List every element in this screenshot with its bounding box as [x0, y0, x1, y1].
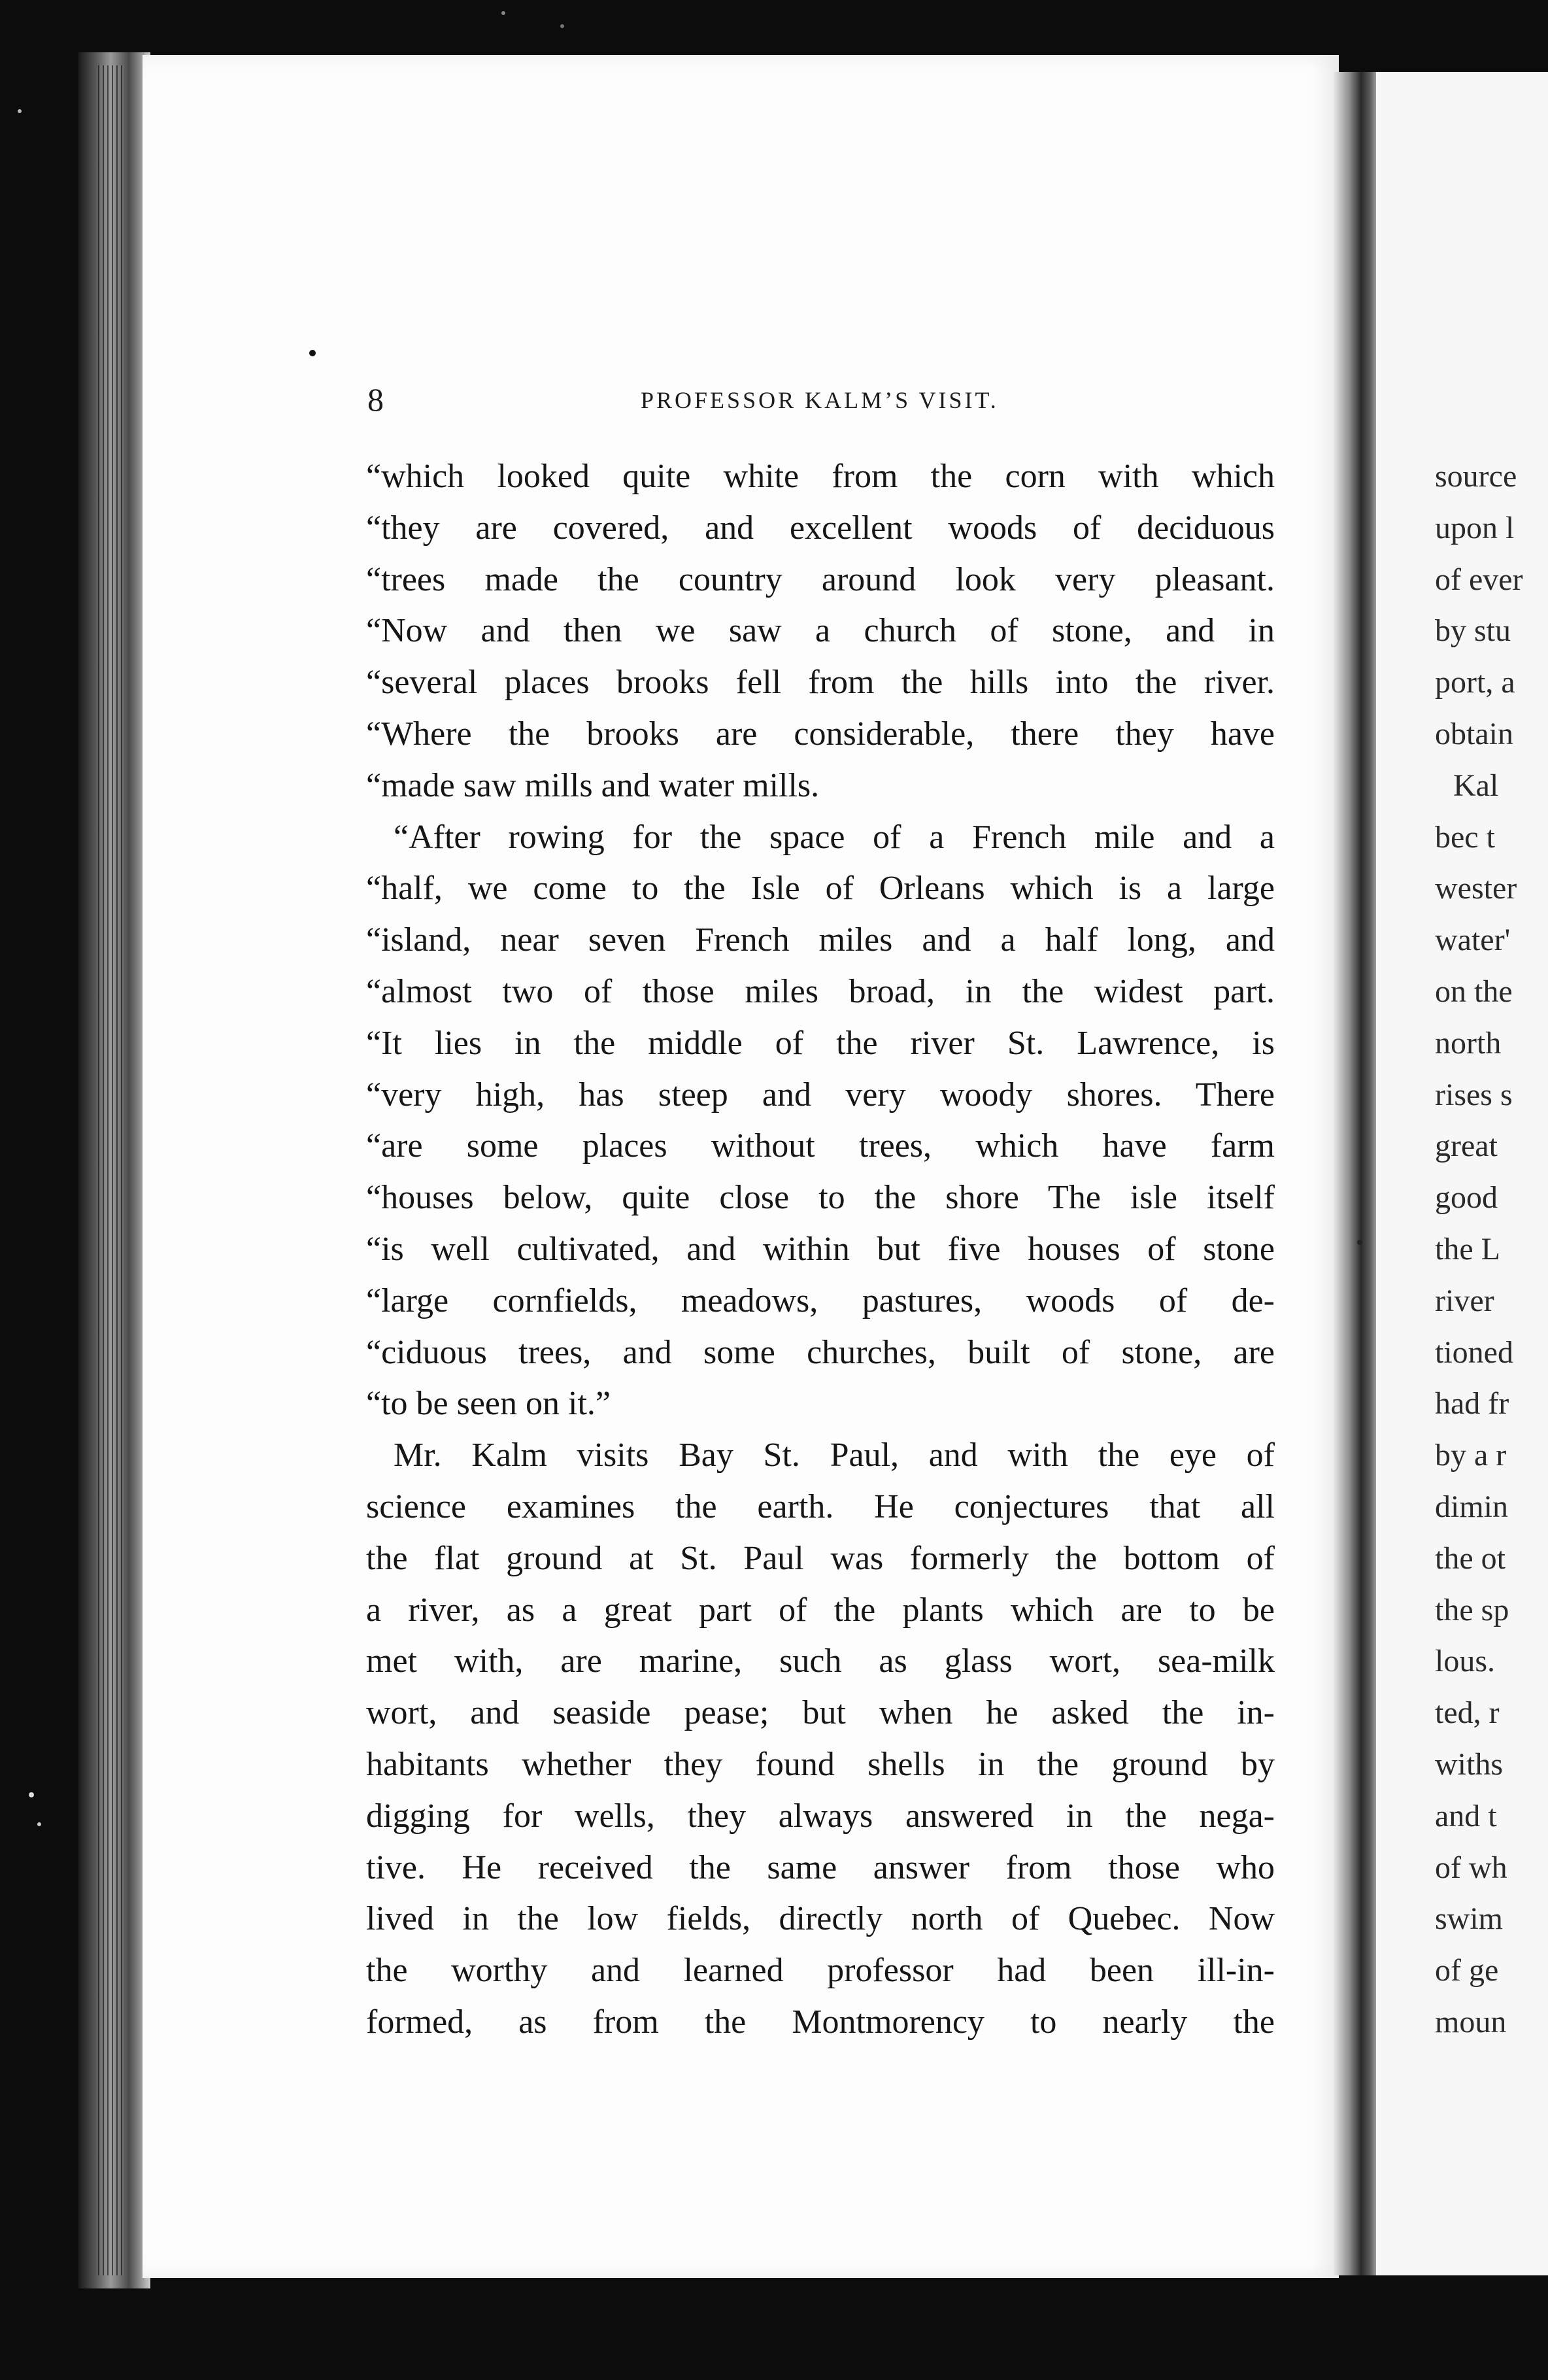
text-line: tive. He received the same answer from those who	[366, 1848, 1275, 1886]
text-line: “made saw mills and water mills.	[366, 766, 820, 804]
right-text-fragment: bec t	[1435, 819, 1495, 855]
right-text-fragment: had fr	[1435, 1386, 1509, 1421]
text-line: “Now and then we saw a church of stone, and in	[366, 612, 1275, 650]
right-text-fragment: the ot	[1435, 1540, 1506, 1576]
text-line: habitants whether they found shells in the ground by	[366, 1745, 1275, 1783]
text-line: “which looked quite white from the corn with which	[366, 458, 1275, 495]
text-line: formed, as from the Montmorency to nearly the	[366, 2003, 1275, 2041]
text-line: science examines the earth. He conjectures that all	[366, 1488, 1275, 1525]
text-line: a river, as a great part of the plants which are to be	[366, 1591, 1275, 1629]
body-text	[366, 451, 1275, 2048]
text-line: “is well cultivated, and within but five houses of stone	[366, 1230, 1275, 1268]
right-text-fragment: Kal	[1453, 768, 1499, 803]
right-text-fragment: by stu	[1435, 613, 1511, 649]
right-text-fragment: of wh	[1435, 1850, 1507, 1885]
page-number: 8	[367, 381, 384, 418]
text-line: “ciduous trees, and some churches, built of stone, are	[366, 1333, 1275, 1371]
text-line: “After rowing for the space of a French mile and a	[394, 818, 1275, 856]
text-line: “It lies in the middle of the river St. Lawrence, is	[366, 1024, 1275, 1062]
text-line: “houses below, quite close to the shore The isle itself	[366, 1179, 1275, 1217]
text-line: Mr. Kalm visits Bay St. Paul, and with the eye of	[394, 1436, 1275, 1474]
page-stack-edge	[98, 65, 124, 2275]
right-page-text	[1435, 451, 1548, 2048]
text-line: lived in the low fields, directly north of Quebec. Now	[366, 1900, 1275, 1938]
running-title: PROFESSOR KALM’S VISIT.	[641, 387, 999, 413]
right-text-fragment: lous.	[1435, 1644, 1496, 1679]
text-line: the flat ground at St. Paul was formerly the bottom of	[366, 1539, 1275, 1577]
text-line: wort, and seaside pease; but when he asked the in-	[366, 1694, 1275, 1732]
right-text-fragment: upon l	[1435, 510, 1515, 545]
text-line: “they are covered, and excellent woods of deciduous	[366, 509, 1275, 547]
text-line: “trees made the country around look very pleasant.	[366, 560, 1275, 598]
right-text-fragment: dimin	[1435, 1489, 1509, 1524]
right-text-fragment: and t	[1435, 1798, 1497, 1833]
text-line: the worthy and learned professor had been ill-in-	[366, 1952, 1275, 1990]
text-line: “large cornfields, meadows, pastures, woods of de-	[366, 1282, 1275, 1319]
page-gutter	[1334, 72, 1379, 2275]
text-line: “to be seen on it.”	[366, 1385, 611, 1423]
right-text-fragment: source	[1435, 459, 1517, 494]
right-text-fragment: tioned	[1435, 1334, 1513, 1370]
right-text-fragment: great	[1435, 1129, 1498, 1164]
right-text-fragment: river	[1435, 1283, 1494, 1318]
right-text-fragment: of ge	[1435, 1953, 1499, 1988]
text-line: digging for wells, they always answered in the nega-	[366, 1797, 1275, 1835]
text-line: “almost two of those miles broad, in the widest part.	[366, 972, 1275, 1010]
right-text-fragment: north	[1435, 1025, 1502, 1061]
right-text-fragment: rises s	[1435, 1077, 1513, 1112]
right-text-fragment: good	[1435, 1180, 1498, 1216]
right-text-fragment: the sp	[1435, 1592, 1509, 1627]
text-line: “are some places without trees, which have farm	[366, 1127, 1275, 1165]
right-text-fragment: water'	[1435, 923, 1511, 958]
text-line: met with, are marine, such as glass wort, sea-milk	[366, 1642, 1275, 1680]
right-text-fragment: moun	[1435, 2004, 1507, 2039]
right-text-fragment: of ever	[1435, 562, 1523, 597]
text-line: “very high, has steep and very woody shores. There	[366, 1076, 1275, 1114]
right-text-fragment: port, a	[1435, 665, 1515, 700]
right-text-fragment: by a r	[1435, 1438, 1507, 1473]
right-text-fragment: wester	[1435, 871, 1517, 906]
right-text-fragment: on the	[1435, 974, 1513, 1009]
right-text-fragment: obtain	[1435, 716, 1513, 751]
right-text-fragment: the L	[1435, 1231, 1500, 1266]
right-text-fragment: swim	[1435, 1901, 1504, 1937]
right-text-fragment: withs	[1435, 1746, 1504, 1782]
text-line: “half, we come to the Isle of Orleans which is a large	[366, 870, 1275, 908]
text-line: “island, near seven French miles and a half long, and	[366, 921, 1275, 959]
text-line: “several places brooks fell from the hills into the river.	[366, 664, 1275, 702]
text-line: “Where the brooks are considerable, there they have	[366, 715, 1275, 753]
right-text-fragment: ted, r	[1435, 1695, 1500, 1731]
